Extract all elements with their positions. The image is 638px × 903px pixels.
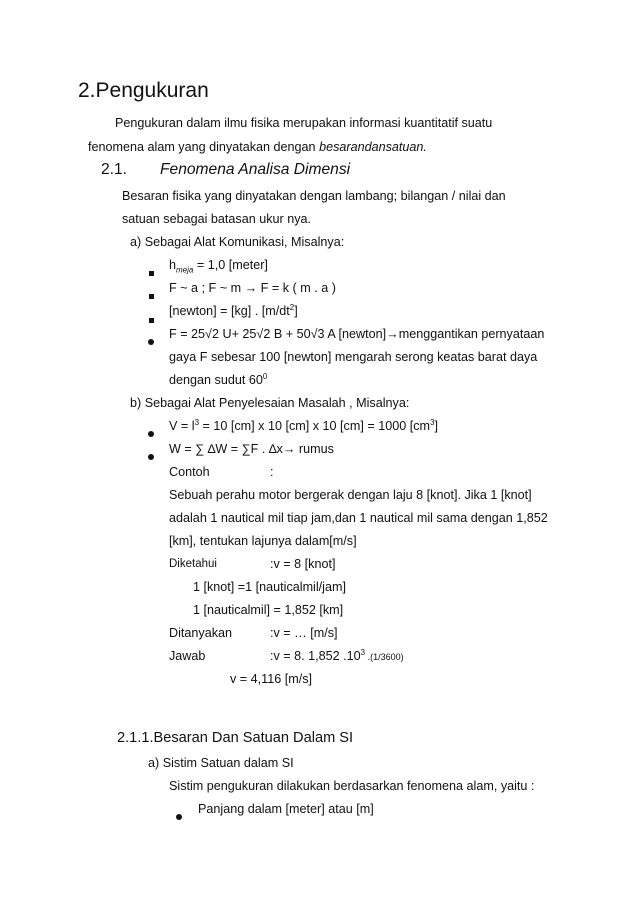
jawab-value: :v = 8. 1,852 $.10^3$ .(1/3600) [270,648,404,663]
list-b-item-1: $V = l^3 = 10$ [cm] x 10 [cm] x 10 [cm] = 1000 $[cm^3]$ [169,418,438,433]
intro-line-2: fenomena alam yang dinyatakan dengan besarandansatuan. [88,140,427,154]
round-bullet-icon [148,332,154,350]
section-2-1-title: Fenomena Analisa Dimensi [160,161,351,178]
page-heading [78,78,209,104]
result-line: v = 4,116 [m/s] [230,672,313,686]
list-a-label: a) Sebagai Alat Komunikasi, Misalnya: [130,235,345,249]
list-a-item-4-line-1: F = 25√2 U+ 25√2 B + 50√3 A [newton]→menggantikan pernyataan [169,327,545,341]
section-2-1-1-bullet-1: Panjang dalam [meter] atau [m] [198,802,374,816]
list-b-item-2: W = ∑ ∆W = ∑F . ∆x→ rumus [169,442,334,456]
list-a-item-3: [newton] = [kg] . $[m/dt^2]$ [169,303,298,318]
intro-line-1: Pengukuran dalam ilmu fisika merupakan informasi kuantitatif suatu [115,116,493,130]
square-bullet-icon [149,263,154,281]
contoh-line-1: Sebuah perahu motor bergerak dengan laju 8 [knot]. Jika 1 [knot] [169,488,532,502]
ditanyakan-label: Ditanyakan [169,626,233,640]
contoh-colon: : [270,465,274,479]
intro-emphasis: besarandansatuan. [319,140,427,154]
section-2-1-para-line-2: satuan sebagai batasan ukur nya. [122,212,312,226]
diketahui-value: :v = 8 [knot] [270,557,336,571]
contoh-label: Contoh [169,465,210,479]
conversion-2: 1 [nauticalmil] = 1,852 [km] [193,603,344,617]
heading-title: Pengukuran [95,79,209,102]
section-2-1-number: 2.1. [101,161,128,178]
round-bullet-icon [176,807,182,825]
list-a-item-1: $h_{meja} = 1,0$ [meter] [169,258,268,275]
contoh-line-2: adalah 1 nautical mil tiap jam,dan 1 nautical mil sama dengan 1,852 [169,511,548,525]
diketahui-label: Diketahui [169,558,217,570]
heading-number: 2. [78,79,96,102]
list-a-item-4-line-2: gaya F sebesar 100 [newton] mengarah serong keatas barat daya [169,350,538,364]
section-2-1-1-a-text: Sistim pengukuran dilakukan berdasarkan fenomena alam, yaitu : [169,779,535,793]
round-bullet-icon [148,424,154,442]
section-2-1-para-line-1: Besaran fisika yang dinyatakan dengan lambang; bilangan / nilai dan [122,189,506,203]
list-a-item-2: F ~ a ; F ~ m → F = k ( m . a ) [169,281,336,295]
list-a-item-4-line-3: dengan sudut $60^0$ [169,372,268,387]
conversion-1: 1 [knot] =1 [nauticalmil/jam] [193,580,346,594]
section-2-1-1-title: 2.1.1.Besaran Dan Satuan Dalam SI [117,730,354,746]
square-bullet-icon [149,310,154,328]
round-bullet-icon [148,447,154,465]
jawab-label: Jawab [169,649,206,663]
contoh-line-3: [km], tentukan lajunya dalam[m/s] [169,534,357,548]
section-2-1-1-a-label: a) Sistim Satuan dalam SI [148,756,294,770]
list-b-label: b) Sebagai Alat Penyelesaian Masalah , Misalnya: [130,396,410,410]
ditanyakan-value: :v = … [m/s] [270,626,338,640]
square-bullet-icon [149,286,154,304]
